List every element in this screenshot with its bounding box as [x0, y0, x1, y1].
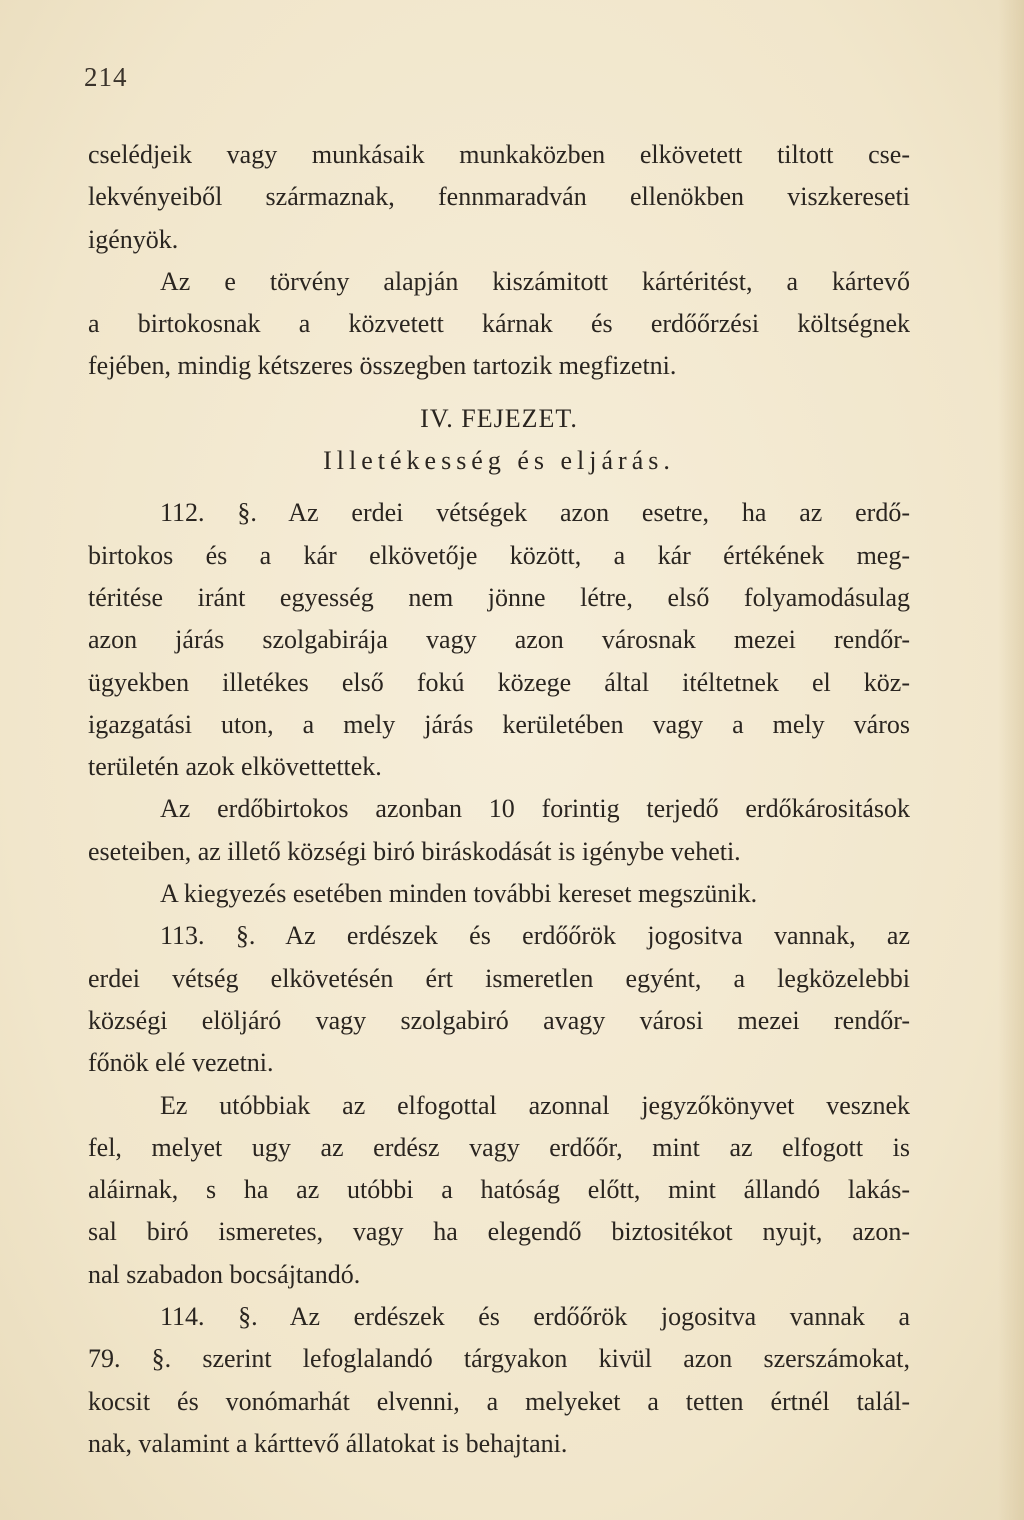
text-line: területén azok elkövettettek. — [88, 752, 382, 782]
text-line: azon járás szolgabirája vagy azon városnak mezei rendőr- — [88, 625, 910, 655]
text-line: 112. §. Az erdei vétségek azon esetre, ha az erdő- — [160, 498, 910, 528]
chapter-subtitle: Illetékesség és eljárás. — [323, 446, 675, 476]
chapter-title: IV. FEJEZET. — [420, 403, 578, 433]
text-line: nak, valamint a kárttevő állatokat is behajtani. — [88, 1428, 568, 1458]
text-line: fejében, mindig kétszeres összegben tartozik megfizetni. — [88, 351, 677, 381]
text-line: sal biró ismeretes, vagy ha elegendő biztositékot nyujt, azon- — [88, 1217, 910, 1247]
text-line: A kiegyezés esetében minden további kereset megszünik. — [160, 879, 758, 909]
text-line: téritése iránt egyesség nem jönne létre, első folyamodásulag — [88, 582, 910, 612]
text-line: 114. §. Az erdészek és erdőőrök jogositva vannak a — [160, 1302, 910, 1332]
text-line: 113. §. Az erdészek és erdőőrök jogositva vannak, az — [160, 921, 910, 951]
text-line: a birtokosnak a közvetett kárnak és erdőőrzési költségnek — [88, 309, 910, 339]
text-line: eseteiben, az illető községi biró biráskodását is igénybe veheti. — [88, 836, 741, 866]
page-body — [88, 134, 910, 1465]
page-edge-shadow — [998, 0, 1024, 1520]
text-line: Ez utóbbiak az elfogottal azonnal jegyzőkönyvet vesznek — [160, 1090, 910, 1120]
text-line: kocsit és vonómarhát elvenni, a melyeket a tetten értnél talál- — [88, 1386, 910, 1416]
text-line: főnök elé vezetni. — [88, 1048, 274, 1078]
text-line: birtokos és a kár elkövetője között, a kár értékének meg- — [88, 540, 910, 570]
text-line: igényök. — [88, 224, 179, 254]
section-gap — [88, 482, 910, 492]
section-gap — [88, 388, 910, 398]
text-line: községi elöljáró vagy szolgabiró avagy városi mezei rendőr- — [88, 1005, 910, 1035]
text-line: Az erdőbirtokos azonban 10 forintig terjedő erdőkárositások — [160, 794, 910, 824]
text-line: erdei vétség elkövetésén ért ismeretlen egyént, a legközelebbi — [88, 963, 910, 993]
text-line: nal szabadon bocsájtandó. — [88, 1259, 361, 1289]
text-line: Az e törvény alapján kiszámitott kártéritést, a kártevő — [160, 266, 910, 296]
text-line: cselédjeik vagy munkásaik munkaközben elkövetett tiltott cse- — [88, 140, 910, 169]
page-number: 214 — [84, 62, 128, 92]
text-line: igazgatási uton, a mely járás kerületében vagy a mely város — [88, 709, 910, 739]
text-line: fel, melyet ugy az erdész vagy erdőőr, mint az elfogott is — [88, 1132, 910, 1162]
text-line: lekvényeiből származnak, fennmaradván ellenökben viszkereseti — [88, 182, 910, 212]
text-line: 79. §. szerint lefoglalandó tárgyakon kivül azon szerszámokat, — [88, 1344, 910, 1374]
text-line: ügyekben illetékes első fokú közege által itéltetnek el köz- — [88, 667, 910, 697]
text-line: aláirnak, s ha az utóbbi a hatóság előtt, mint állandó lakás- — [88, 1175, 910, 1205]
